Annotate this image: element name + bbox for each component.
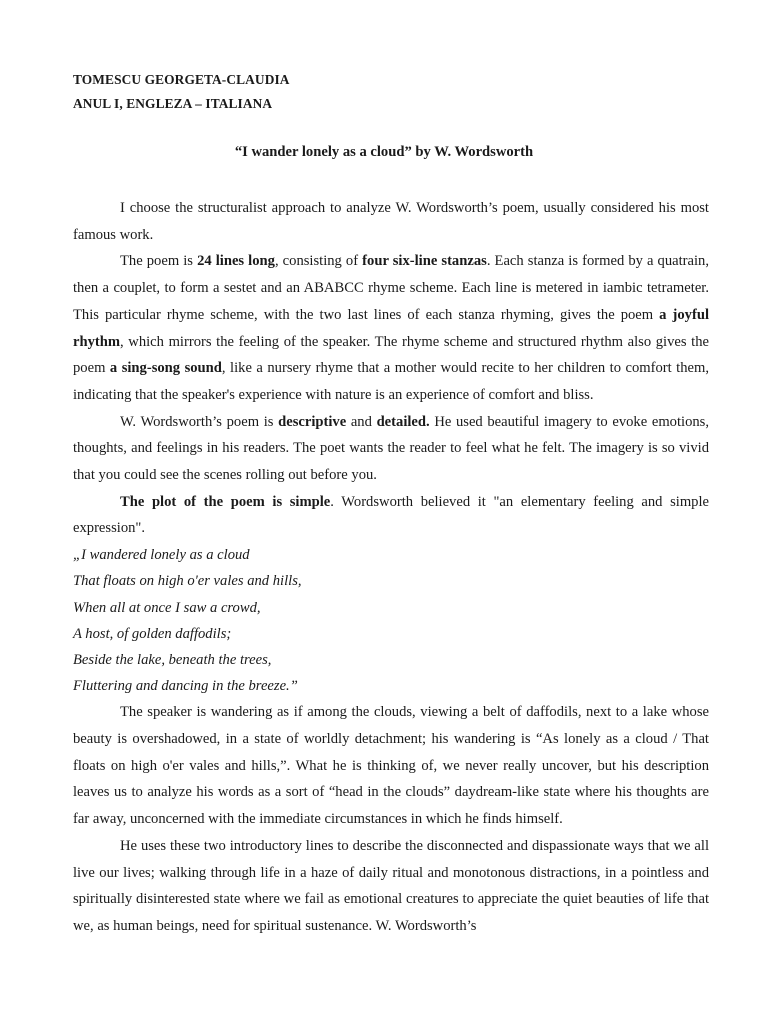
poem-line: Fluttering and dancing in the breeze.”	[73, 678, 298, 695]
poem-line: „I wandered lonely as a cloud	[73, 547, 250, 564]
text-run: . Wordsworth believed it "an elementary feeling and simple expression".	[73, 493, 709, 537]
text-run: He used beautiful imagery to evoke emotions, thoughts, and feelings in his readers. The poet wants the reader to feel what he felt. The imagery is so vivid that you could see the scenes rolling out before you.	[73, 413, 710, 484]
text-run: , which mirrors the feeling of the speaker. The rhyme scheme and structured rhythm also gives the poem	[73, 333, 709, 377]
course-line: ANUL I, ENGLEZA – ITALIANA	[73, 96, 273, 111]
bold-text: four six-line stanzas	[362, 253, 487, 270]
poem-line: When all at once I saw a crowd,	[73, 599, 261, 616]
paragraph-structure	[73, 248, 709, 408]
bold-text: detailed.	[376, 413, 430, 430]
paragraph-intro: I choose the structuralist approach to analyze W. Wordsworth’s poem, usually considered his most famous work.	[73, 200, 709, 243]
paragraph-imagery	[73, 409, 709, 489]
text-run: . Each stanza is formed by a quatrain, then a couplet, to form a sestet and an ABABCC rhyme scheme. Each line is metered in iambic tetrameter. This particular rhyme scheme, with the two last lines of each stanza rhyming, gives the poem	[73, 253, 709, 323]
essay-title: “I wander lonely as a cloud” by W. Wordsworth	[234, 144, 534, 160]
text-run: , consisting of	[274, 253, 363, 270]
poem-line: A host, of golden daffodils;	[73, 625, 232, 642]
essay-body	[73, 195, 709, 940]
author-name: TOMESCU GEORGETA-CLAUDIA	[73, 72, 290, 87]
paragraph-plot	[73, 489, 709, 542]
text-run: W. Wordsworth’s poem is	[120, 413, 279, 430]
bold-text: a sing-song sound	[109, 360, 222, 377]
poem-quote	[73, 542, 709, 699]
paragraph-introductory-lines: He uses these two introductory lines to describe the disconnected and dispassionate ways that we all live our lives; walking through life in a haze of daily ritual and monotonous distractions, in a pointless and spiritually disinterested state where we fail as emotional creatures to appreciate the quiet beauties of life that we, as human beings, need for spiritual sustenance. W. Wordsworth’s	[73, 837, 709, 934]
paragraph-speaker: The speaker is wandering as if among the clouds, viewing a belt of daffodils, next to a lake whose beauty is overshadowed, in a state of worldly detachment; his wandering is “As lonely as a cloud / That floats on high o'er vales and hills,”. What he is thinking of, we never really uncover, but his description leaves us to analyze his words as a sort of “head in the clouds” daydream-like state where his thoughts are far away, unconcerned with the immediate circumstances in which he finds himself.	[73, 704, 709, 828]
bold-text: a joyful rhythm	[73, 306, 709, 350]
text-run: and	[346, 413, 377, 430]
poem-line: Beside the lake, beneath the trees,	[73, 651, 272, 668]
bold-text: The plot of the poem is simple	[120, 493, 331, 510]
bold-text: 24 lines long	[197, 253, 275, 270]
bold-text: descriptive	[278, 413, 347, 430]
poem-line: That floats on high o'er vales and hills,	[73, 573, 302, 590]
text-run: The poem is	[120, 253, 198, 270]
text-run: , like a nursery rhyme that a mother would recite to her children to comfort them, indicating that the speaker's experience with nature is an experience of comfort and bliss.	[73, 360, 710, 403]
